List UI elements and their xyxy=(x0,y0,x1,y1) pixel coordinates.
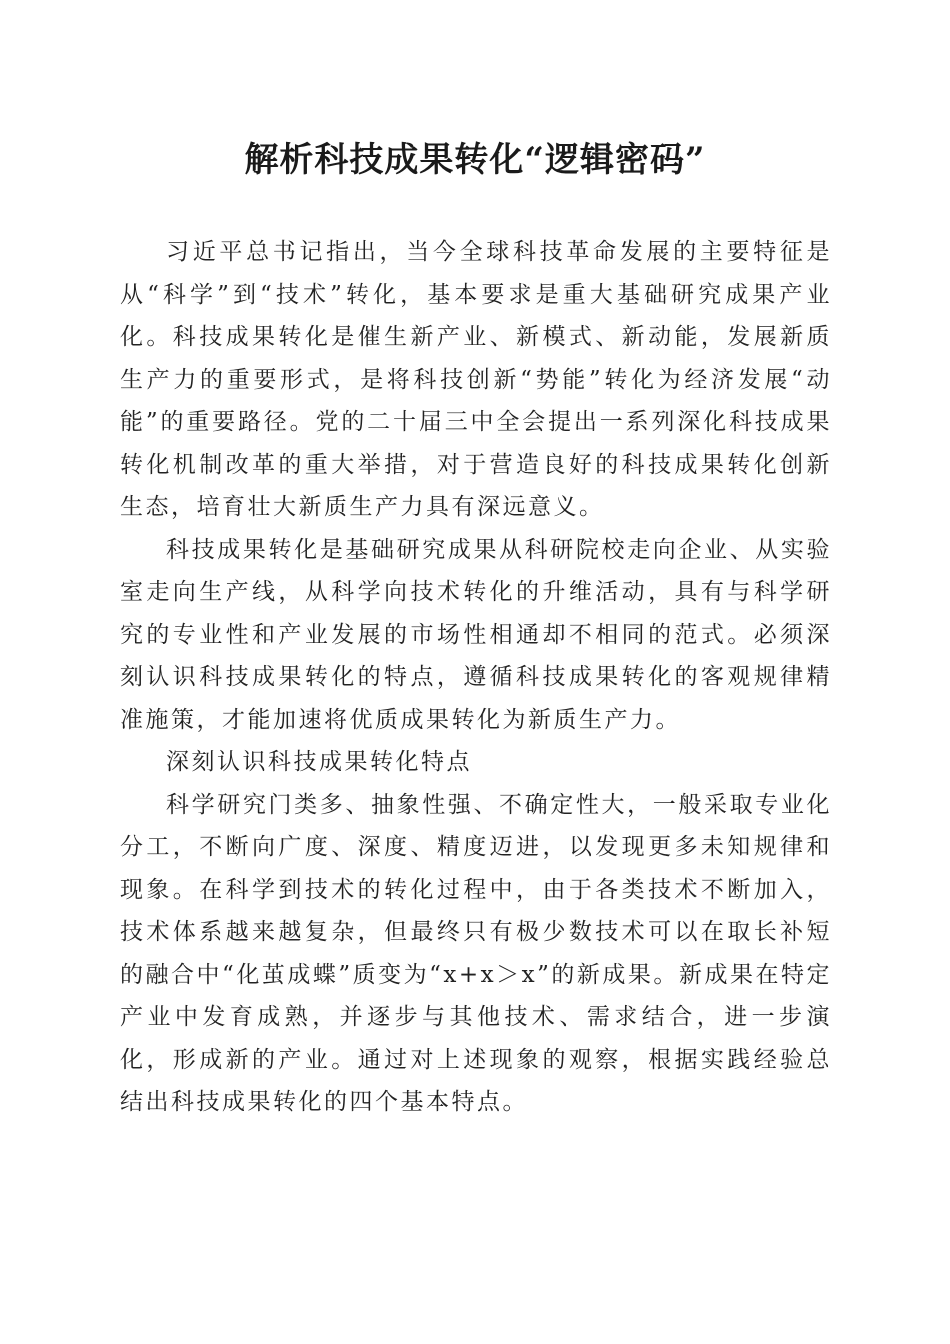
paragraph-intro: 习近平总书记指出，当今全球科技革命发展的主要特征是从“科学”到“技术”转化，基本要求是重大基础研究成果产业化。科技成果转化是催生新产业、新模式、新动能，发展新质生产力的重要形式，是将科技创新“势能”转化为经济发展“动能”的重要路径。党的二十届三中全会提出一系列深化科技成果转化机制改革的重大举措，对于营造良好的科技成果转化创新生态，培育壮大新质生产力具有深远意义。 xyxy=(120,239,832,520)
paragraph-overview: 科技成果转化是基础研究成果从科研院校走向企业、从实验室走向生产线，从科学向技术转化的升维活动，具有与科学研究的专业性和产业发展的市场性相通却不相同的范式。必须深刻认识科技成果转化的特点，遵循科技成果转化的客观规律精准施策，才能加速将优质成果转化为新质生产力。 xyxy=(120,536,832,733)
document-body xyxy=(120,231,832,1124)
section-heading: 深刻认识科技成果转化特点 xyxy=(166,749,472,775)
document-title: 解析科技成果转化“逻辑密码” xyxy=(244,140,706,180)
paragraph-characteristics: 科学研究门类多、抽象性强、不确定性大，一般采取专业化分工，不断向广度、深度、精度迈进，以发现更多未知规律和现象。在科学到技术的转化过程中，由于各类技术不断加入，技术体系越来越复杂，但最终只有极少数技术可以在取长补短的融合中“化茧成蝶”质变为“x+x＞x”的新成果。新成果在特定产业中发育成熟，并逐步与其他技术、需求结合，进一步演化，形成新的产业。通过对上述现象的观察，根据实践经验总结出科技成果转化的四个基本特点。 xyxy=(120,791,832,1115)
